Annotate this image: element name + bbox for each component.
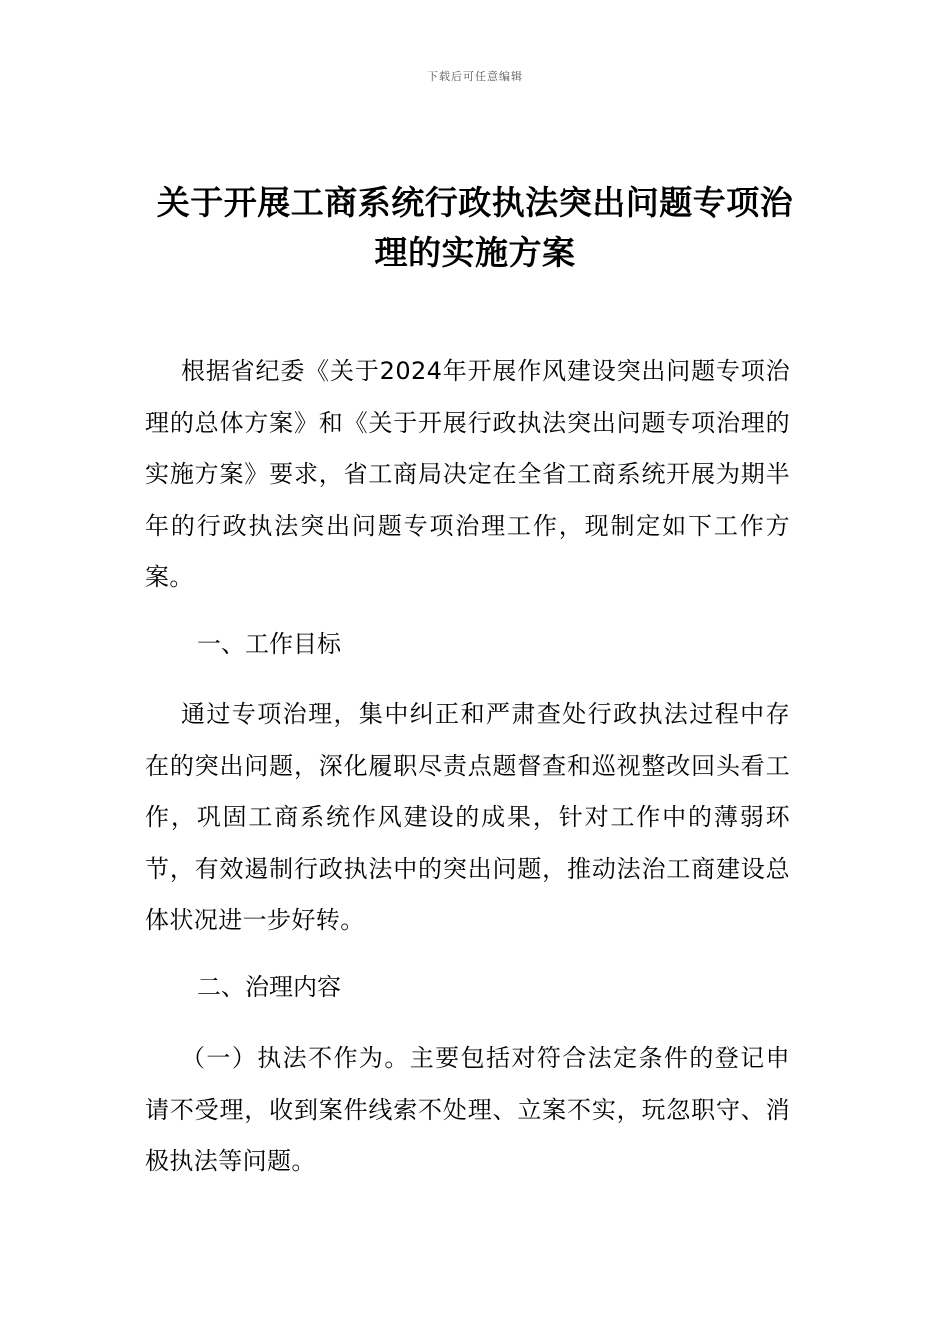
section-heading-content: 二、治理内容 <box>197 973 341 1001</box>
goals-paragraph: 通过专项治理，集中纠正和严肃查处行政执法过程中存在的突出问题，深化履职尽责点题督查和巡视整改回头看工作，巩固工商系统作风建设的成果，针对工作中的薄弱环节，有效遏制行政执法中的突出问题，推动法治工商建设总体状况进一步好转。 <box>145 700 790 934</box>
document-title: 关于开展工商系统行政执法突出问题专项治理的实施方案 <box>156 183 794 272</box>
intro-paragraph: 根据省纪委《关于2024年开展作风建设突出问题专项治理的总体方案》和《关于开展行政执法突出问题专项治理的实施方案》要求，省工商局决定在全省工商系统开展为期半年的行政执法突出问题专项治理工作，现制定如下工作方案。 <box>145 357 790 591</box>
header-note: 下载后可任意编辑 <box>427 70 523 83</box>
section-heading-goals: 一、工作目标 <box>197 630 341 658</box>
content-item-1-paragraph: （一）执法不作为。主要包括对符合法定条件的登记申请不受理，收到案件线索不处理、立案不实，玩忽职守、消极执法等问题。 <box>145 1044 790 1175</box>
